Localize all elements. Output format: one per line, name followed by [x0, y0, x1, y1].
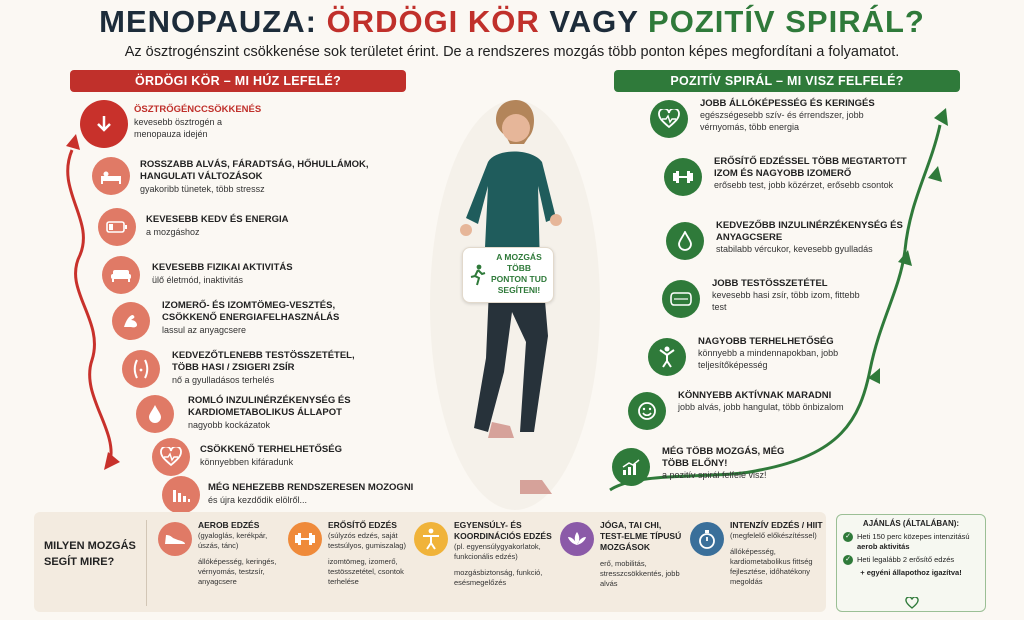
left-item-title: KEVESEBB KEDV ÉS ENERGIA: [146, 214, 289, 225]
left-item-title: KEVESEBB FIZIKAI AKTIVITÁS: [152, 262, 293, 273]
left-item-title: ROMLÓ INZULINÉRZÉKENYSÉG ÉS KARDIOMETABOLIKUS ÁLLAPOT: [188, 395, 351, 418]
chart-up-icon: [612, 448, 650, 486]
belly-icon: [122, 350, 160, 388]
exercise-yoga: [560, 520, 688, 610]
drop-icon: [136, 395, 174, 433]
battery-low-icon: [98, 208, 136, 246]
exercise-sub: (súlyzós edzés, saját testsúlyos, gumiszalag): [328, 531, 406, 550]
left-item-desc: nagyobb kockázatok: [188, 420, 271, 430]
title-part-4: POZITÍV SPIRÁL?: [648, 4, 925, 39]
left-item-title: KEDVEZŐTLENEBB TESTÖSSZETÉTEL, TÖBB HASI / ZSIGERI ZSÍR: [172, 350, 355, 373]
right-item-desc: a pozitív spirál felfelé visz!: [662, 470, 767, 480]
left-banner: ÖRDÖGI KÖR – MI HÚZ LEFELÉ?: [70, 70, 406, 92]
right-item-5: [648, 336, 908, 392]
balance-icon: [414, 522, 448, 556]
chart-down-icon: [162, 476, 200, 514]
smile-icon: [628, 392, 666, 430]
right-item-desc: egészségesebb szív- és érrendszer, jobb vérnyomás, több energia: [700, 110, 864, 132]
right-item-desc: könnyebb a mindennapokban, jobb teljesítőképesség: [698, 348, 839, 370]
right-item-6: [628, 390, 888, 446]
shoe-icon: [158, 522, 192, 556]
dumbbell-icon: [664, 158, 702, 196]
sofa-icon: [102, 256, 140, 294]
title-part-2: ÖRDÖGI KÖR: [326, 4, 540, 39]
exercise-title: ERŐSÍTŐ EDZÉS: [328, 520, 397, 530]
right-item-1: [650, 98, 910, 154]
left-item-desc: és újra kezdődik elölről...: [208, 495, 308, 505]
exercise-desc: állóképesség, keringés, vérnyomás, testzsír, anyagcsere: [198, 557, 277, 586]
right-item-4: [662, 278, 922, 334]
right-item-title: ERŐSÍTŐ EDZÉSSEL TÖBB MEGTARTOTT IZOM ÉS NAGYOBB IZOMERŐ: [714, 156, 907, 179]
exercise-sub: (megfelelő előkészítéssel): [730, 531, 817, 540]
heart-pulse-icon: [152, 438, 190, 476]
right-item-desc: stabilabb vércukor, kevesebb gyulladás: [716, 244, 873, 254]
left-item-desc: gyakoribb tünetek, több stressz: [140, 184, 265, 194]
left-item-desc: lassul az anyagcsere: [162, 325, 247, 335]
running-woman-illustration: [430, 100, 600, 510]
exercise-strength: [288, 520, 416, 610]
check-icon: ✓: [843, 555, 853, 565]
exercise-sub: (pl. egyensúlygyakorlatok, funkcionális edzés): [454, 542, 541, 561]
left-item-3: [0, 206, 420, 256]
right-banner: POZITÍV SPIRÁL – MI VISZ FELFELÉ?: [614, 70, 960, 92]
heart-icon: [905, 597, 919, 609]
left-item-title: IZOMERŐ- ÉS IZOMTÖMEG-VESZTÉS, CSÖKKENŐ ENERGIAFELHASZNÁLÁS: [162, 300, 340, 323]
exercise-desc: állóképesség, kardiometabolikus fittség fejlesztése, időhatékony megoldás: [730, 547, 813, 586]
right-item-desc: jobb alvás, jobb hangulat, több önbizalom: [678, 402, 844, 412]
exercise-desc: erő, mobilitás, stresszcsökkentés, jobb alvás: [600, 559, 680, 588]
person-arms-up-icon: [648, 338, 686, 376]
exercise-hiit: [690, 520, 823, 610]
exercise-aerob: [158, 520, 286, 610]
tape-measure-icon: [662, 280, 700, 318]
left-item-desc: kevesebb ösztrogén a menopauza idején: [134, 117, 223, 139]
divider: [146, 520, 147, 606]
right-item-title: NAGYOBB TERHELHETŐSÉG: [698, 336, 834, 347]
check-icon: ✓: [843, 532, 853, 542]
recommendation-item: [843, 532, 979, 552]
right-item-7: [612, 446, 872, 502]
dumbbell-icon: [288, 522, 322, 556]
right-item-3: [666, 220, 926, 276]
left-item-6: [0, 348, 420, 398]
exercise-title: EGYENSÚLY- ÉS KOORDINÁCIÓS EDZÉS: [454, 520, 552, 541]
heart-pulse-icon: [650, 100, 688, 138]
exercise-desc: mozgásbiztonság, funkció, esésmegelőzés: [454, 568, 543, 587]
drop-icon: [666, 222, 704, 260]
left-item-title: CSÖKKENŐ TERHELHETŐSÉG: [200, 444, 342, 455]
arrow-down-icon: [80, 100, 128, 148]
recommendation-note: + egyéni állapothoz igazítva!: [860, 568, 962, 577]
left-item-desc: a mozgáshoz: [146, 227, 200, 237]
exercise-balance: [414, 520, 552, 610]
subtitle: Az ösztrogénszint csökkenése sok területet érint. De a rendszeres mozgás több ponton képes megfordítani a folyamatot.: [124, 44, 900, 60]
arm-muscle-icon: [112, 302, 150, 340]
exercise-title: INTENZÍV EDZÉS / HIIT: [730, 520, 823, 530]
right-item-title: KEDVEZŐBB INZULINÉRZÉKENYSÉG ÉS ANYAGCSERE: [716, 220, 903, 243]
right-item-desc: kevesebb hasi zsír, több izom, fittebb test: [712, 290, 860, 312]
left-item-desc: ülő életmód, inaktivitás: [152, 275, 244, 285]
left-item-1: [0, 100, 420, 150]
right-item-title: MÉG TÖBB MOZGÁS, MÉG TÖBB ELŐNY!: [662, 446, 785, 469]
exercise-sub: (gyaloglás, kerékpár, úszás, tánc): [198, 531, 268, 550]
right-item-title: JOBB TESTÖSSZETÉTEL: [712, 278, 828, 289]
right-arrow-head: [934, 108, 948, 126]
recommendation-text: Heti legalább 2 erősítő edzés: [857, 555, 955, 564]
title-part-3: VAGY: [549, 4, 639, 39]
left-item-4: [0, 254, 420, 304]
left-item-5: [0, 298, 420, 348]
stopwatch-icon: [690, 522, 724, 556]
left-item-desc: könnyebben kifáradunk: [200, 457, 294, 467]
exercise-question: MILYEN MOZGÁS SEGÍT MIRE?: [44, 540, 136, 568]
recommendation-title: AJÁNLÁS (ÁLTALÁBAN):: [862, 519, 960, 528]
right-item-title: JOBB ÁLLÓKÉPESSÉG ÉS KERINGÉS: [700, 98, 875, 109]
exercise-title: JÓGA, TAI CHI, TEST-ELME TÍPUSÚ MOZGÁSOK: [600, 520, 682, 552]
left-item-2: [0, 155, 420, 205]
callout-box: [462, 247, 554, 303]
exercise-desc: izomtömeg, izomerő, testösszetétel, csontok terhelése: [328, 557, 404, 586]
page-title: [0, 4, 1024, 40]
person-running-icon: [469, 264, 487, 286]
lotus-icon: [560, 522, 594, 556]
title-part-1: MENOPAUZA:: [99, 4, 317, 39]
recommendation-item: [843, 555, 979, 565]
exercise-title: AEROB EDZÉS: [198, 520, 260, 530]
right-item-desc: erősebb test, jobb közérzet, erősebb csontok: [714, 180, 894, 190]
recommendation-text-bold: aerob aktivitás: [857, 542, 910, 551]
left-item-title: ÖSZTRŐGÉNCCSÖKKENÉS: [134, 104, 262, 115]
sleep-icon: [92, 157, 130, 195]
recommendation-box: [836, 514, 986, 612]
right-item-2: [664, 156, 924, 212]
callout-text: A MOZGÁS TÖBB PONTON TUD SEGÍTENI!: [490, 252, 548, 295]
left-item-title: MÉG NEHEZEBB RENDSZERESEN MOZOGNI: [208, 482, 414, 493]
right-item-title: KÖNNYEBB AKTÍVNAK MARADNI: [678, 390, 832, 401]
recommendation-text: Heti 150 perc közepes intenzitású: [857, 532, 970, 541]
left-item-desc: nő a gyulladásos terhelés: [172, 375, 275, 385]
left-item-title: ROSSZABB ALVÁS, FÁRADTSÁG, HŐHULLÁMOK, HANGULATI VÁLTOZÁSOK: [140, 159, 369, 182]
